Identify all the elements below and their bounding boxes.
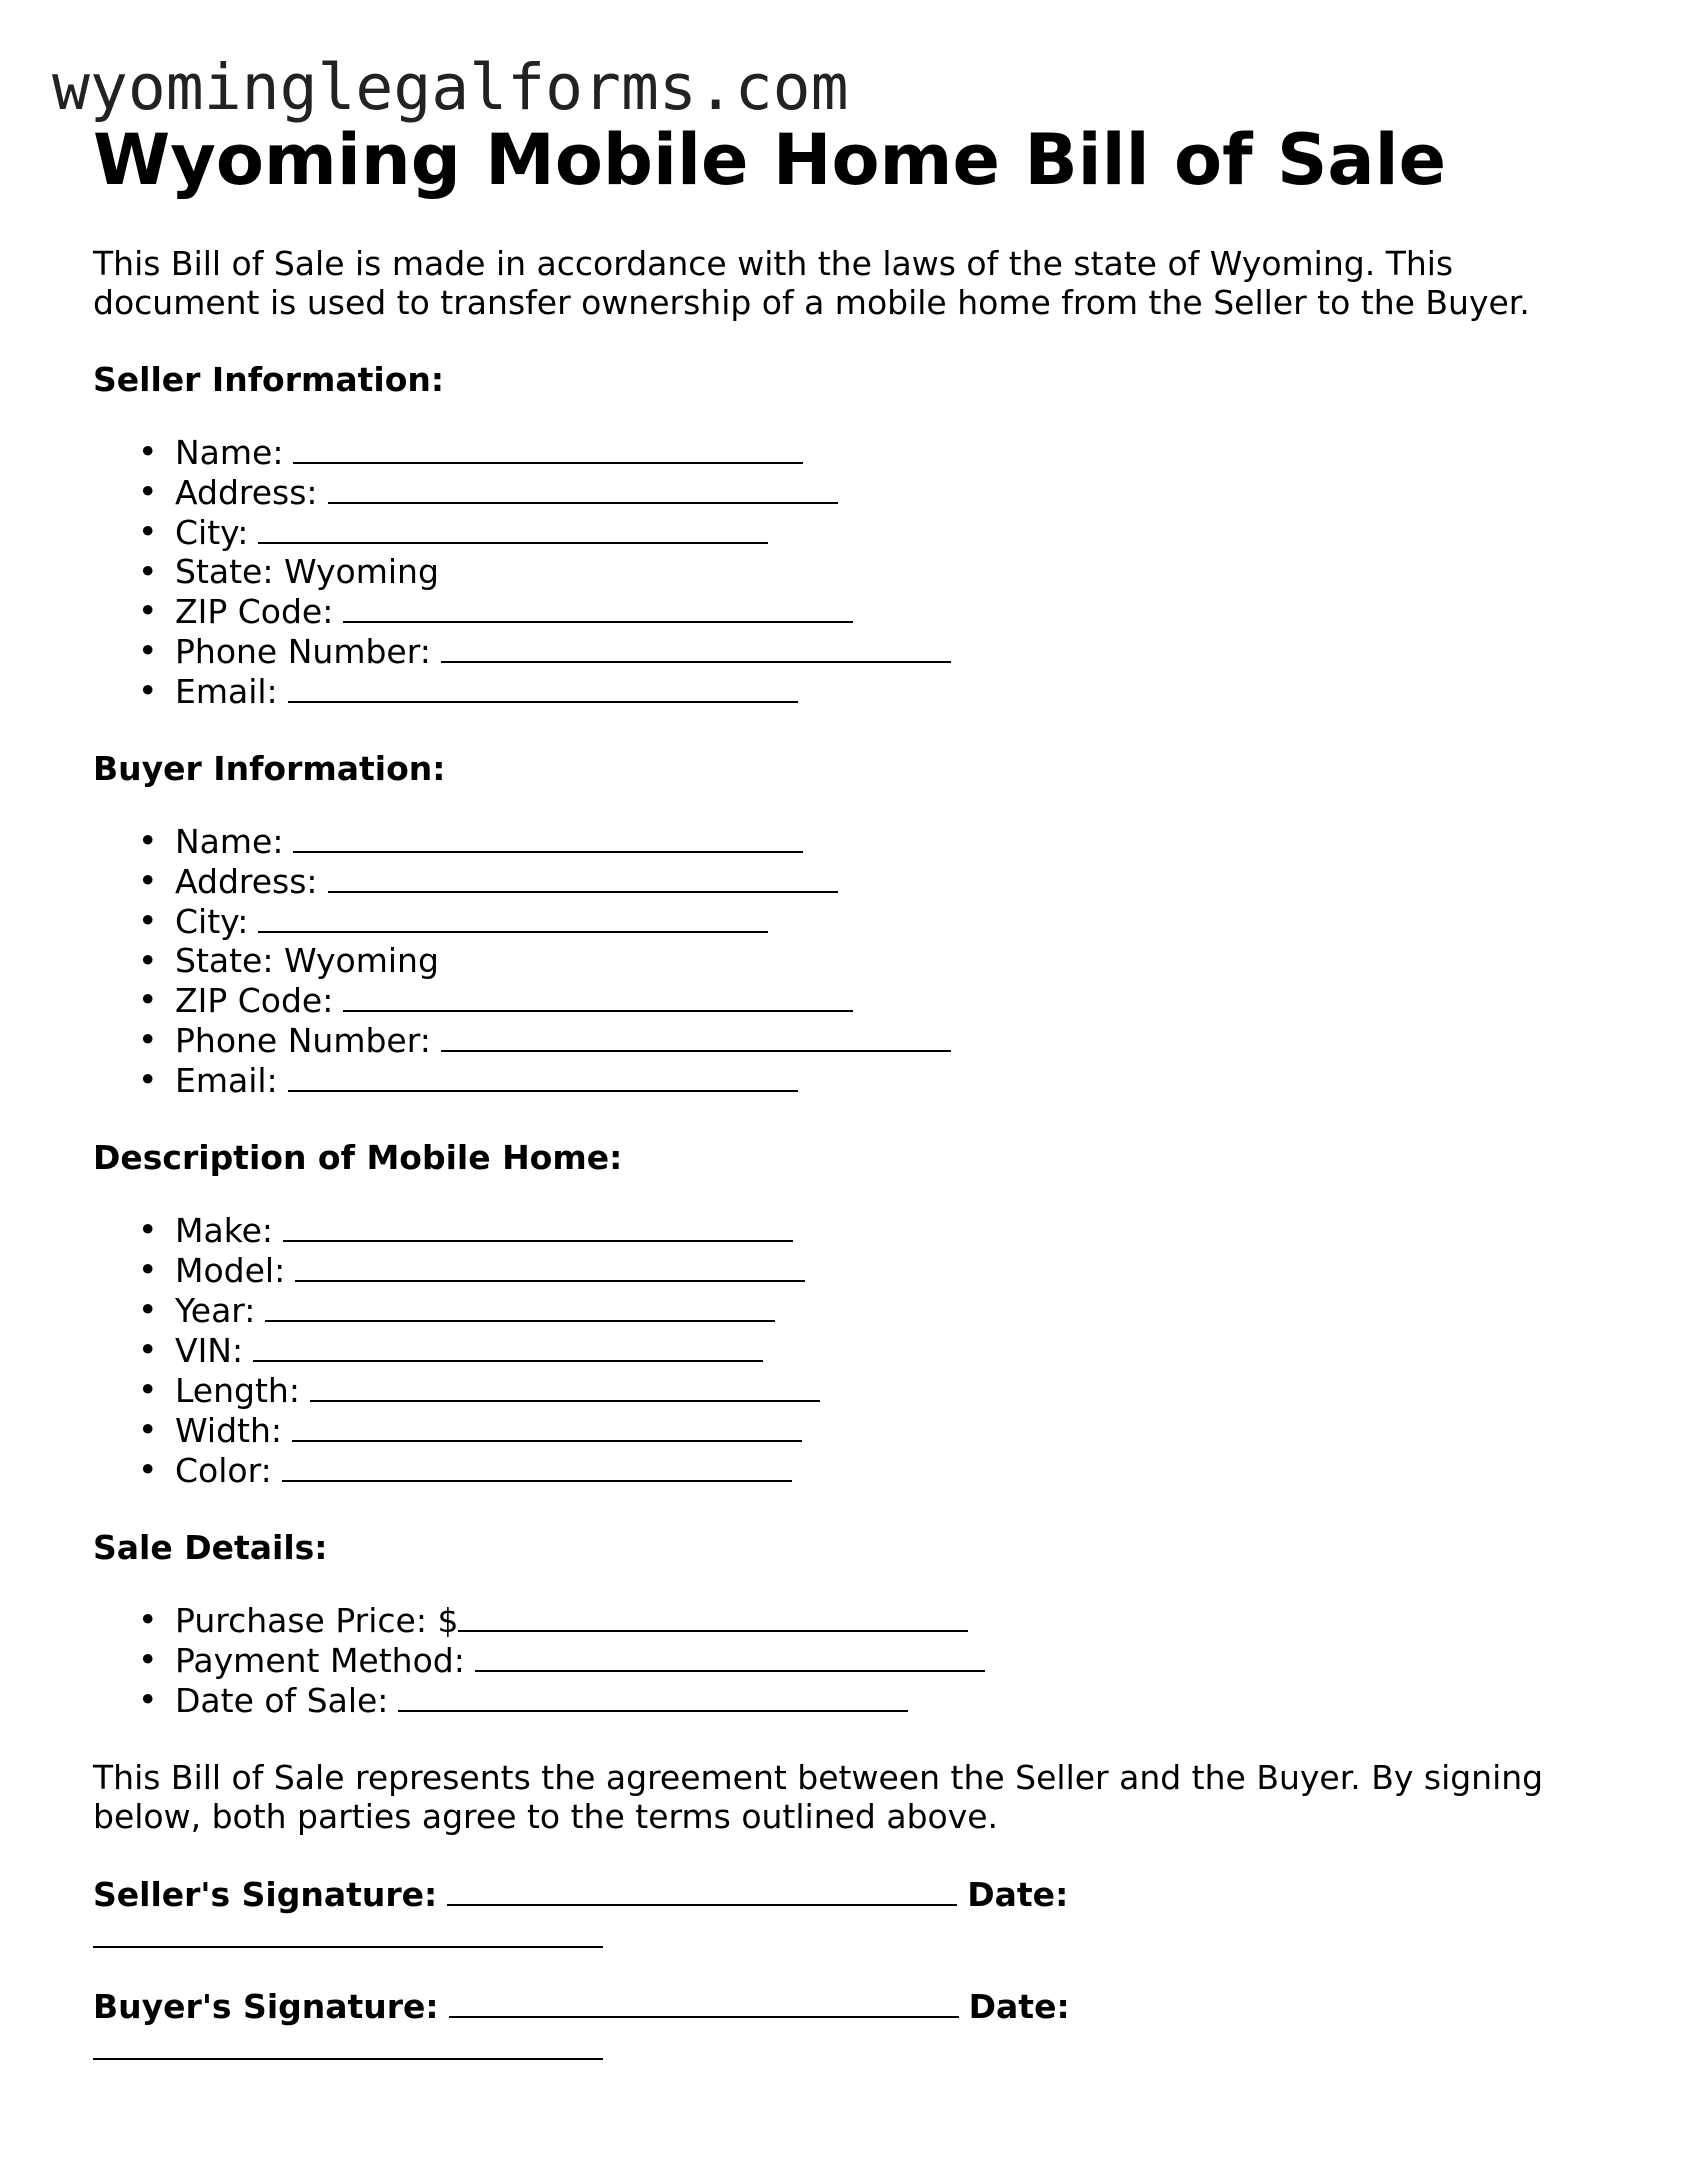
buyer-city-field [175, 901, 1613, 941]
buyer-state-field [175, 941, 1613, 980]
buyer-email-blank[interactable] [288, 1060, 798, 1092]
field-label: Year: [175, 1291, 256, 1330]
field-label: Address: [175, 473, 318, 512]
home-make-field [175, 1210, 1613, 1250]
seller-date-blank[interactable] [93, 1916, 603, 1948]
buyer-date-label: Date: [968, 1987, 1070, 2026]
home-length-blank[interactable] [310, 1370, 820, 1402]
field-label: Make: [175, 1211, 274, 1250]
page-title: Wyoming Mobile Home Bill of Sale [93, 119, 1447, 201]
seller-name-blank[interactable] [293, 432, 803, 464]
home-width-blank[interactable] [292, 1410, 802, 1442]
field-label: Phone Number: [175, 632, 431, 671]
sale-method-blank[interactable] [475, 1640, 985, 1672]
buyer-signature-line [93, 1986, 1613, 2060]
buyer-name-blank[interactable] [293, 821, 803, 853]
home-model-blank[interactable] [295, 1250, 805, 1282]
home-fields [93, 1210, 1613, 1490]
seller-date-label: Date: [967, 1875, 1069, 1914]
home-vin-blank[interactable] [253, 1330, 763, 1362]
seller-phone-blank[interactable] [441, 631, 951, 663]
sale-price-blank[interactable] [458, 1600, 968, 1632]
buyer-zip-blank[interactable] [343, 980, 853, 1012]
sale-date-blank[interactable] [398, 1680, 908, 1712]
home-model-field [175, 1250, 1613, 1290]
field-label: Email: [175, 1061, 278, 1100]
field-label: State: Wyoming [175, 552, 439, 591]
buyer-fields [93, 821, 1613, 1100]
field-label: ZIP Code: [175, 981, 334, 1020]
field-label: Address: [175, 862, 318, 901]
seller-fields [93, 432, 1613, 711]
field-label: State: Wyoming [175, 941, 439, 980]
home-width-field [175, 1410, 1613, 1450]
intro-paragraph: This Bill of Sale is made in accordance with the laws of the state of Wyoming. This document is used to transfer ownership of a mobile home from the Seller to the Buyer. [93, 244, 1530, 322]
seller-heading: Seller Information: [93, 360, 445, 399]
home-vin-field [175, 1330, 1613, 1370]
sale-date-field [175, 1680, 1613, 1720]
seller-city-blank[interactable] [258, 512, 768, 544]
field-label: Email: [175, 672, 278, 711]
home-heading: Description of Mobile Home: [93, 1138, 623, 1177]
field-label: City: [175, 513, 249, 552]
closing-paragraph: This Bill of Sale represents the agreement between the Seller and the Buyer. By signing below, both parties agree to the terms outlined above. [93, 1758, 1544, 1836]
buyer-email-field [175, 1060, 1613, 1100]
buyer-date-blank[interactable] [93, 2028, 603, 2060]
seller-signature-line [93, 1874, 1613, 1948]
sale-fields [93, 1600, 1613, 1720]
seller-signature-blank[interactable] [447, 1874, 957, 1906]
field-label: VIN: [175, 1331, 244, 1370]
field-label: Model: [175, 1251, 286, 1290]
field-label: Name: [175, 822, 284, 861]
field-label: Purchase Price: $ [175, 1601, 459, 1640]
watermark-site: wyominglegalforms.com [52, 51, 849, 124]
home-length-field [175, 1370, 1613, 1410]
buyer-signature-blank[interactable] [449, 1986, 959, 2018]
home-color-field [175, 1450, 1613, 1490]
seller-city-field [175, 512, 1613, 552]
home-year-blank[interactable] [265, 1290, 775, 1322]
seller-name-field [175, 432, 1613, 472]
seller-zip-blank[interactable] [343, 591, 853, 623]
seller-address-field [175, 472, 1613, 512]
field-label: Date of Sale: [175, 1681, 389, 1720]
buyer-phone-blank[interactable] [441, 1020, 951, 1052]
buyer-phone-field [175, 1020, 1613, 1060]
document-body [93, 118, 1613, 2060]
field-label: Width: [175, 1411, 282, 1450]
buyer-city-blank[interactable] [258, 901, 768, 933]
field-label: City: [175, 902, 249, 941]
field-label: Color: [175, 1451, 272, 1490]
seller-signature-label: Seller's Signature: [93, 1875, 438, 1914]
field-label: Phone Number: [175, 1021, 431, 1060]
buyer-zip-field [175, 980, 1613, 1020]
home-color-blank[interactable] [282, 1450, 792, 1482]
field-label: Payment Method: [175, 1641, 465, 1680]
seller-address-blank[interactable] [328, 472, 838, 504]
seller-email-blank[interactable] [288, 671, 798, 703]
buyer-address-blank[interactable] [328, 861, 838, 893]
home-make-blank[interactable] [283, 1210, 793, 1242]
buyer-address-field [175, 861, 1613, 901]
seller-phone-field [175, 631, 1613, 671]
buyer-name-field [175, 821, 1613, 861]
buyer-signature-label: Buyer's Signature: [93, 1987, 439, 2026]
seller-email-field [175, 671, 1613, 711]
field-label: Name: [175, 433, 284, 472]
sale-price-field [175, 1600, 1613, 1640]
buyer-heading: Buyer Information: [93, 749, 446, 788]
sale-heading: Sale Details: [93, 1528, 328, 1567]
home-year-field [175, 1290, 1613, 1330]
sale-method-field [175, 1640, 1613, 1680]
seller-zip-field [175, 591, 1613, 631]
field-label: ZIP Code: [175, 592, 334, 631]
field-label: Length: [175, 1371, 300, 1410]
seller-state-field [175, 552, 1613, 591]
